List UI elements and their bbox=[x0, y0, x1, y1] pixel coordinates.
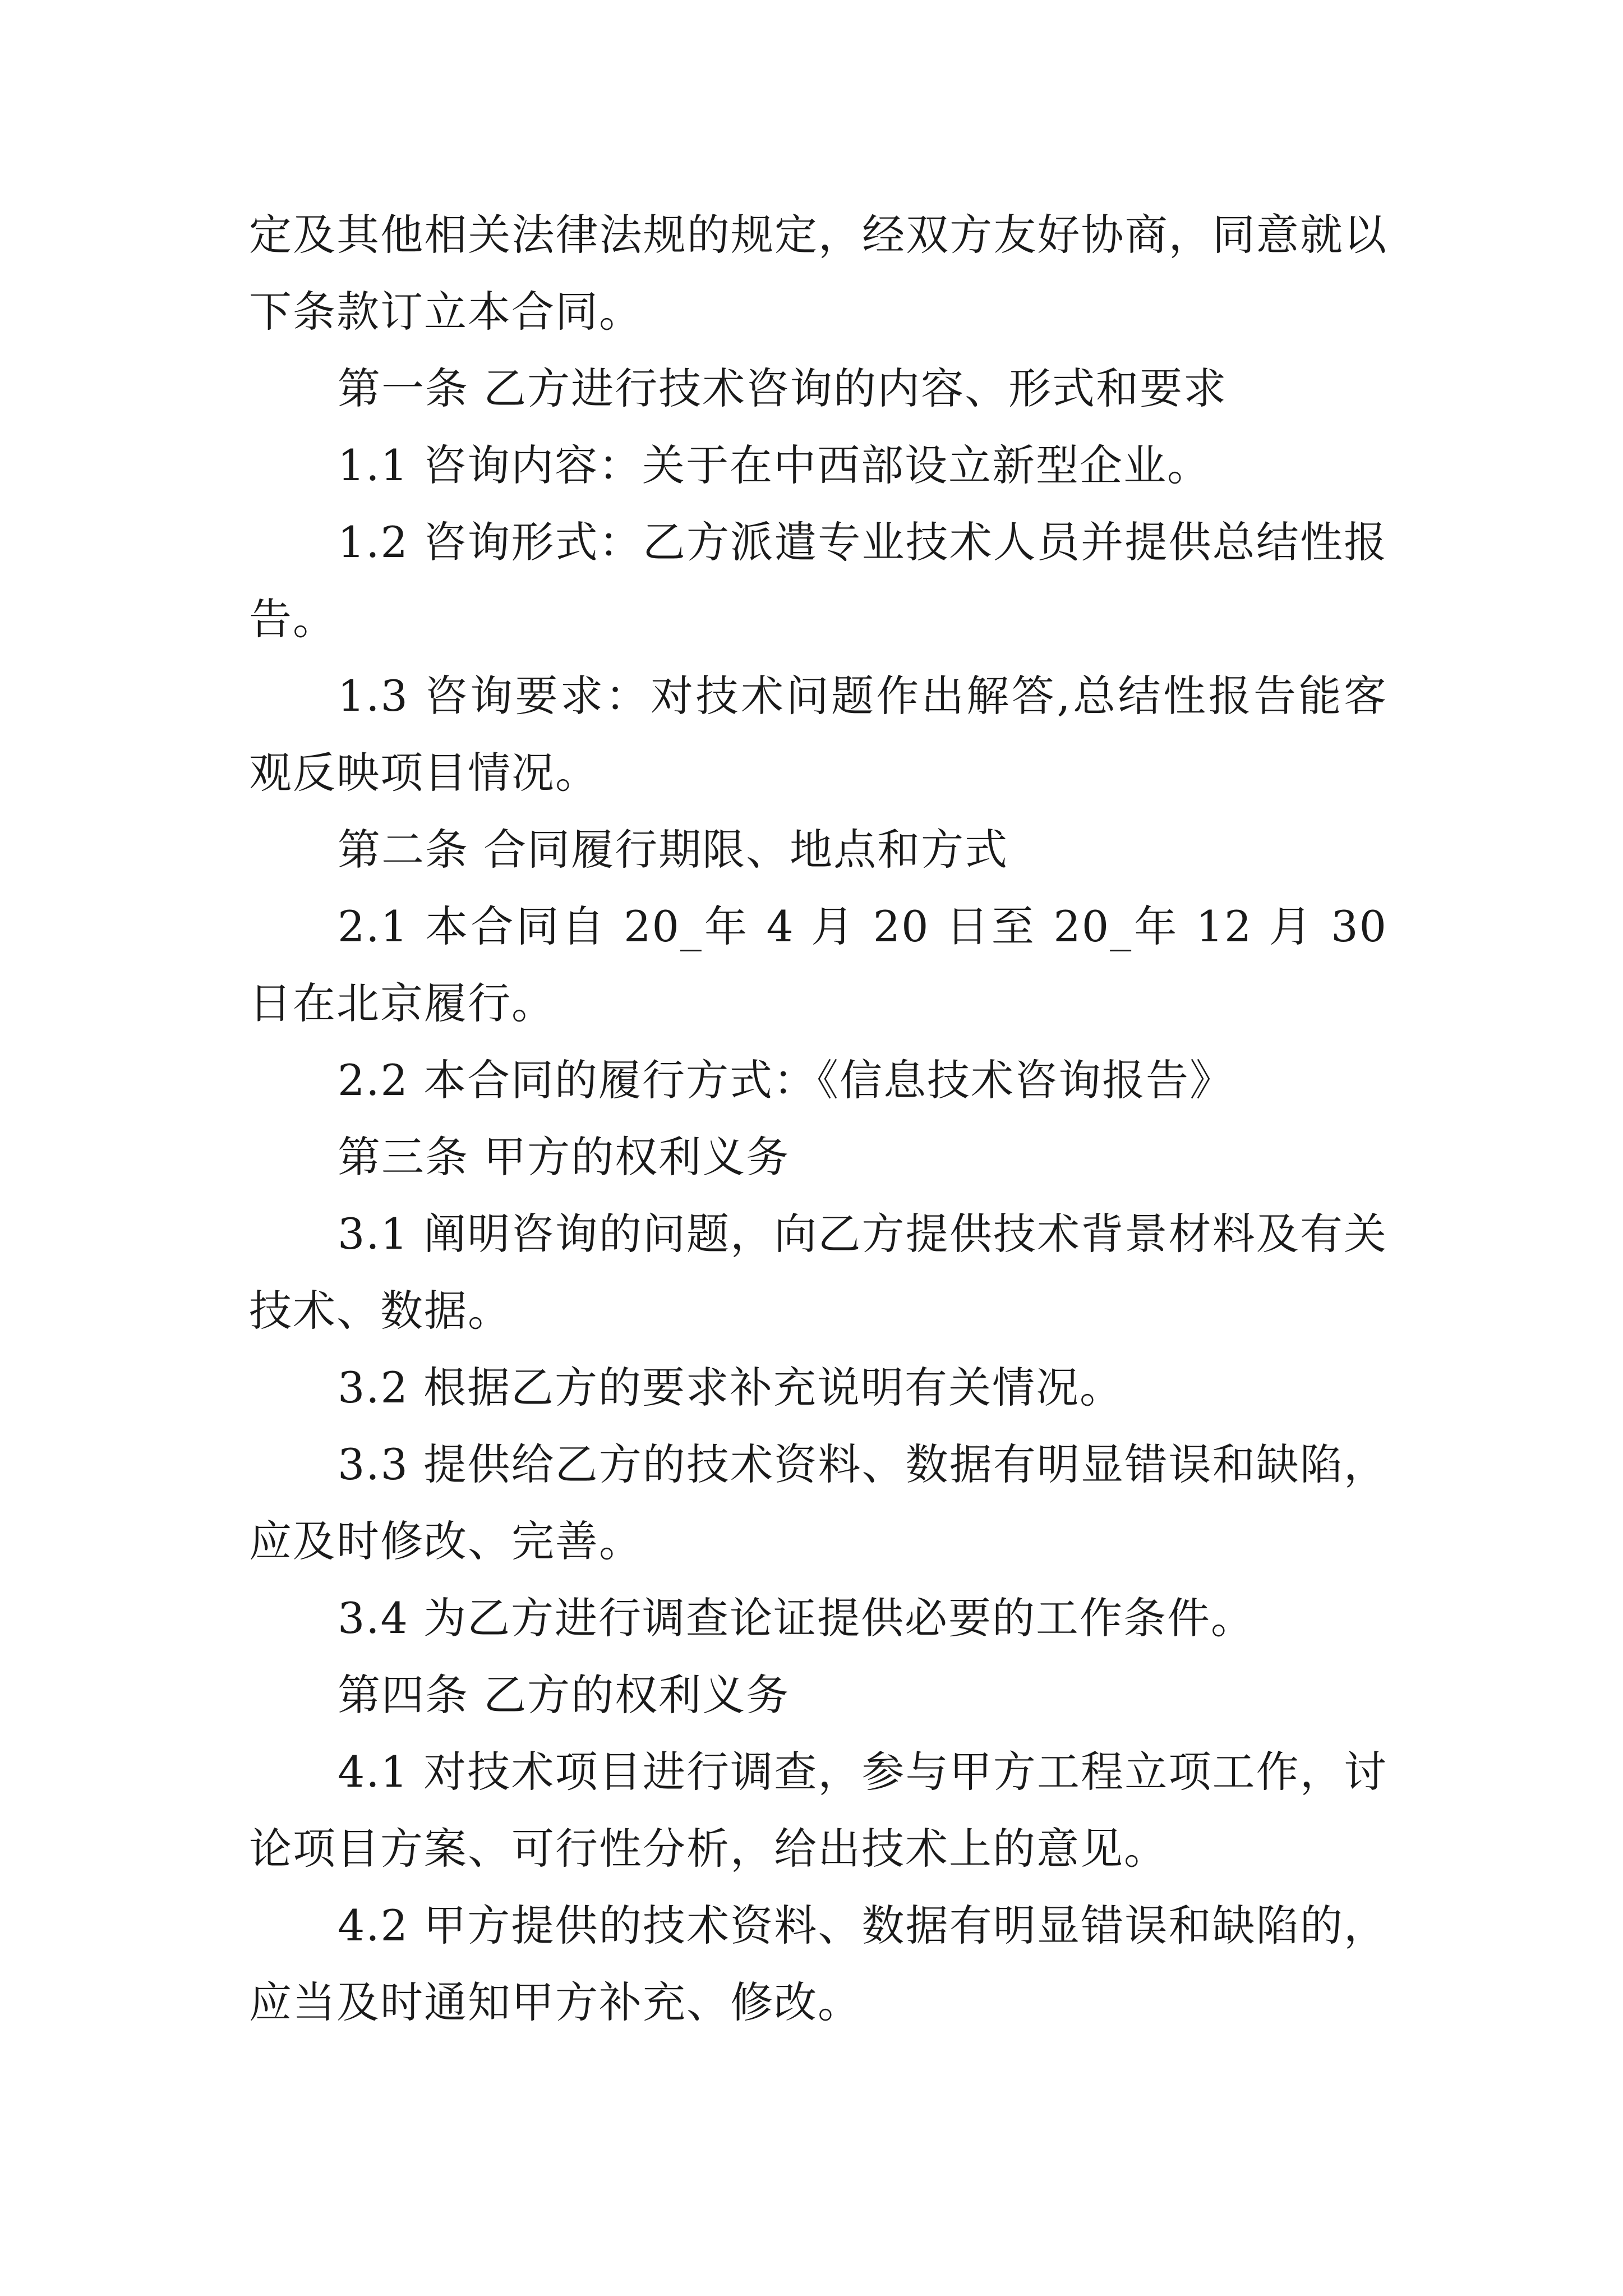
clause-2-1: 2.1 本合同自 20_年 4 月 20 日至 20_年 12 月 30 日在北京履行。 bbox=[249, 901, 1387, 1028]
document-body bbox=[249, 196, 1387, 2041]
article-2-heading: 第二条 合同履行期限、地点和方式 bbox=[338, 825, 1009, 875]
clause-3-1: 3.1 阐明咨询的问题，向乙方提供技术背景材料及有关技术、数据。 bbox=[249, 1209, 1387, 1336]
article-4-heading: 第四条 乙方的权利义务 bbox=[338, 1670, 790, 1720]
clause-3-2: 3.2 根据乙方的要求补充说明有关情况。 bbox=[338, 1363, 1124, 1412]
clause-3-3: 3.3 提供给乙方的技术资料、数据有明显错误和缺陷，应及时修改、完善。 bbox=[249, 1439, 1387, 1566]
clause-1-3: 1.3 咨询要求：对技术问题作出解答,总结性报告能客观反映项目情况。 bbox=[249, 671, 1387, 798]
article-1-heading: 第一条 乙方进行技术咨询的内容、形式和要求 bbox=[338, 364, 1228, 413]
article-3-heading: 第三条 甲方的权利义务 bbox=[338, 1132, 790, 1182]
clause-2-2: 2.2 本合同的履行方式：《信息技术咨询报告》 bbox=[338, 1055, 1234, 1105]
clause-4-2: 4.2 甲方提供的技术资料、数据有明显错误和缺陷的，应当及时通知甲方补充、修改。 bbox=[249, 1901, 1387, 2027]
clause-4-1: 4.1 对技术项目进行调查，参与甲方工程立项工作，讨论项目方案、可行性分析，给出技术上的意见。 bbox=[249, 1747, 1387, 1874]
paragraph-intro: 定及其他相关法律法规的规定，经双方友好协商，同意就以下条款订立本合同。 bbox=[249, 210, 1387, 337]
clause-3-4: 3.4 为乙方进行调查论证提供必要的工作条件。 bbox=[338, 1593, 1255, 1643]
clause-1-1: 1.1 咨询内容：关于在中西部设立新型企业。 bbox=[338, 440, 1211, 490]
clause-1-2: 1.2 咨询形式：乙方派遣专业技术人员并提供总结性报告。 bbox=[249, 517, 1387, 644]
